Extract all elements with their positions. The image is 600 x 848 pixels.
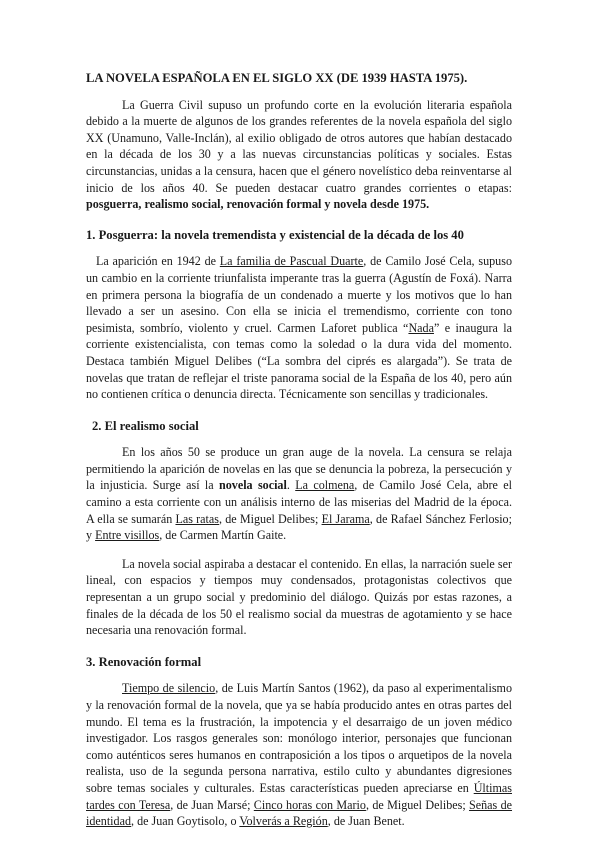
section-2-paragraph-2: La novela social aspiraba a destacar el contenido. En ellas, la narración suele ser lineal, con espacios y tiempos muy condensados, protagonistas colectivos que representan a un grupo social y predominio del diálogo. Quizás por estas razones, a finales de la década de los 50 el realismo social da muestras de agotamiento y se hace necesaria una renovación formal. <box>86 556 512 638</box>
section-1-heading: 1. Posguerra: la novela tremendista y existencial de la década de los 40 <box>86 227 464 242</box>
text-run: , de Miguel Delibes; <box>365 797 470 812</box>
intro-stages-bold: posguerra, realismo social, renovación formal y novela desde 1975. <box>86 197 430 212</box>
novela-social-bold: novela social <box>219 478 287 493</box>
book-title-senas-de-identidad: Señas de identidad <box>86 797 513 829</box>
section-1-paragraph <box>86 253 512 402</box>
text-run: ” e inaugura la corriente existencialista, con temas como la soledad o la dura vida del momento. Destaca también Miguel Delibes (“La sombra del ciprés es alargada”). Se trata de novelas que tratan de reflejar el triste panorama social de la España de los 40, pero aún no contienen crítica o denuncia directa. Técnicamente son sencillas y tradicionales. <box>86 320 512 402</box>
text-run: , de Carmen Martín Gaite. <box>159 528 287 543</box>
book-title-las-ratas: Las ratas <box>175 511 219 526</box>
book-title-ultimas-tardes: Últimas tardes con Teresa <box>86 780 512 812</box>
book-title-el-jarama: El Jarama <box>321 511 370 526</box>
section-3-heading: 3. Renovación formal <box>86 654 202 669</box>
book-title-cinco-horas: Cinco horas con Mario <box>253 797 366 812</box>
text-run: , de Juan Goytisolo, o <box>131 814 240 829</box>
text-run: , de Miguel Delibes; <box>218 511 322 526</box>
text-run: . <box>286 478 296 493</box>
book-title-volveras-a-region: Volverás a Región <box>239 814 328 829</box>
section-2-heading: 2. El realismo social <box>92 418 199 433</box>
section-3-paragraph <box>86 680 512 829</box>
book-title-la-colmena: La colmena <box>295 478 355 493</box>
book-title-tiempo-de-silencio: Tiempo de silencio <box>122 681 216 696</box>
text-run: , de Juan Benet. <box>327 814 405 829</box>
text-run: , de Rafael Sánchez Ferlosio; y <box>86 511 512 543</box>
text-run: , de Camilo José Cela, abre el camino a esta corriente con un análisis interno de las miserias del Madrid de la época. A ella se sumarán <box>86 478 512 526</box>
text-run: , de Juan Marsé; <box>170 797 254 812</box>
document-title: LA NOVELA ESPAÑOLA EN EL SIGLO XX (DE 1939 HASTA 1975). <box>86 71 468 85</box>
book-title-pascual-duarte: La familia de Pascual Duarte <box>219 254 364 269</box>
intro-text: La Guerra Civil supuso un profundo corte en la evolución literaria española debido a la muerte de algunos de los grandes referentes de la novela española del siglo XX (Unamuno, Valle-Inclán), al exilio obligado de otros autores que habían destacado en la década de los 30 y a las nuevas circunstancias políticas y sociales. Estas circunstancias, unidas a la censura, hacen que el género novelístico deba reinventarse al inicio de los años 40. Se pueden destacar cuatro grandes corrientes o etapas: <box>86 97 512 195</box>
text-run: , de Camilo José Cela, supuso un cambio en la corriente triunfalista imperante tras la guerra (Agustín de Foxá). Narra en primera persona la biografía de un condenado a muerte y los motivos que lo han llevado a ser un asesino. Con ella se inicia el tremendismo, corriente con tono pesimista, sombrío, violento y cruel. Carmen Laforet publica “ <box>86 254 512 335</box>
book-title-entre-visillos: Entre visillos <box>95 528 160 543</box>
text-run: La aparición en 1942 de <box>96 254 220 269</box>
text-run: , de Luis Martín Santos (1962), da paso al experimentalismo y la renovación formal de la novela, que ya se había producido antes en otras partes del mundo. El tema es la frustración, la impotencia y el desarraigo de un joven médico investigador. Los rasgos generales son: monólogo interior, personajes que funcionan como auténticos seres humanos en contraposición a los tipos o arquetipos de la novela realista, uso de la segunda persona narrativa, estilo culto y abundantes digresiones sobre temas sociales y culturales. Estas características pueden apreciarse en <box>86 681 512 795</box>
text-run: En los años 50 se produce un gran auge de la novela. La censura se relaja permitiendo la aparición de novelas en las que se denuncia la pobreza, la persecución y la injusticia. Surge así la <box>86 445 512 493</box>
book-title-nada: Nada <box>408 320 434 335</box>
section-2-paragraph-1 <box>86 444 512 544</box>
intro-paragraph <box>86 97 512 213</box>
